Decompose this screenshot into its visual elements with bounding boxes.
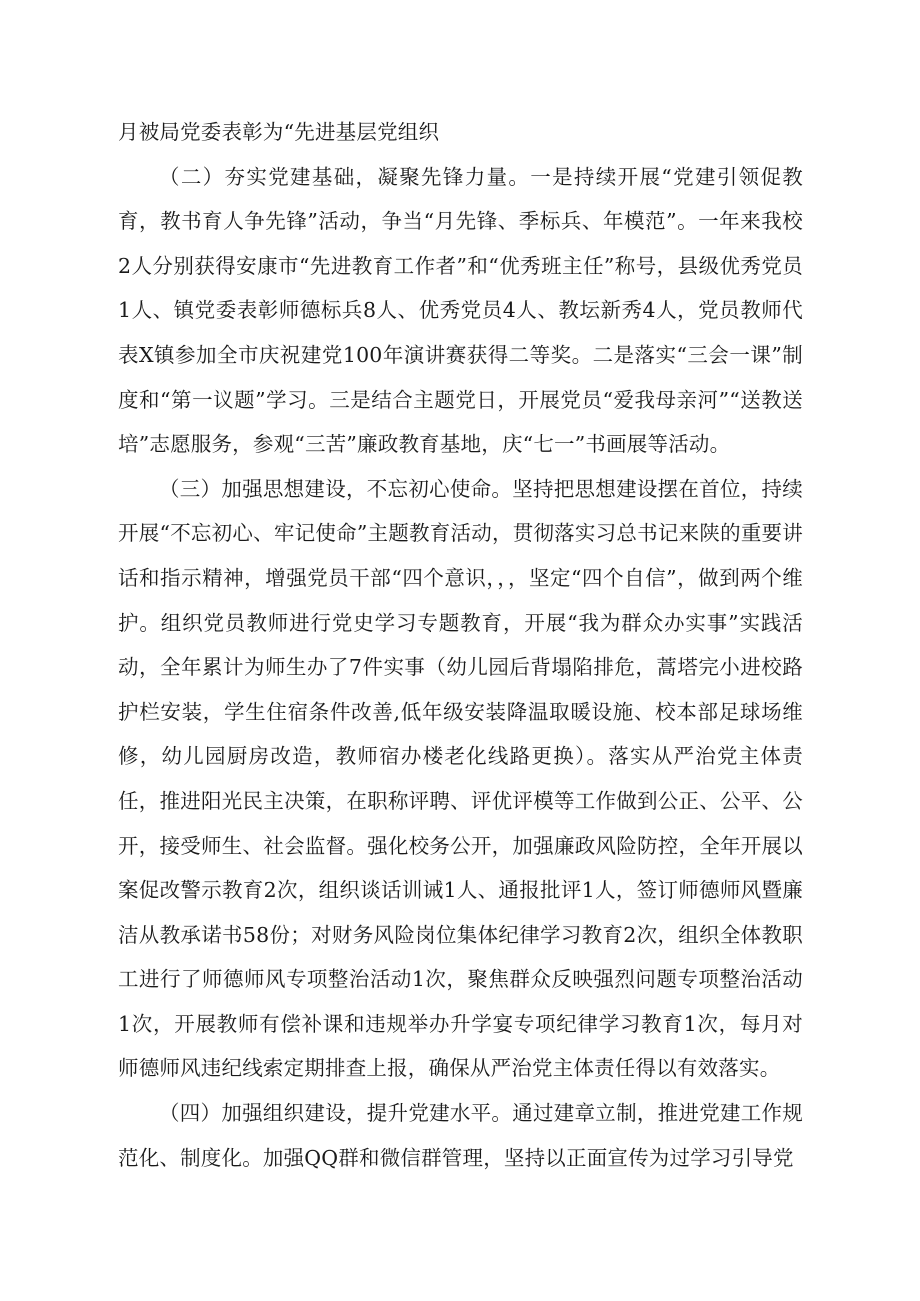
document-body	[118, 110, 803, 1180]
paragraph-section-3: （三）加强思想建设，不忘初心使命。坚持把思想建设摆在首位，持续开展“不忘初心、牢记使命”主题教育活动，贯彻落实习总书记来陕的重要讲话和指示精神，增强党员干部“四个意识，，，坚定“四个自信”，做到两个维护。组织党员教师进行党史学习专题教育，开展“我为群众办实事”实践活动，全年累计为师生办了7件实事（幼儿园后背塌陷排危，蒿塔完小进校路护栏安装，学生住宿条件改善,低年级安装降温取暖设施、校本部足球场维修，幼儿园厨房改造，教师宿办楼老化线路更换）。落实从严治党主体责任，推进阳光民主决策，在职称评聘、评优评模等工作做到公正、公平、公开，接受师生、社会监督。强化校务公开，加强廉政风险防控，全年开展以案促改警示教育2次，组织谈话训诫1人、通报批评1人，签订师德师风暨廉洁从教承诺书58份；对财务风险岗位集体纪律学习教育2次，组织全体教职工进行了师德师风专项整治活动1次，聚焦群众反映强烈问题专项整治活动1次，开展教师有偿补课和违规举办升学宴专项纪律学习教育1次，每月对师德师风违纪线索定期排查上报，确保从严治党主体责任得以有效落实。	[118, 476, 803, 1081]
paragraph-section-2: （二）夯实党建基础，凝聚先锋力量。一是持续开展“党建引领促教育，教书育人争先锋”活动，争当“月先锋、季标兵、年模范”。一年来我校2人分别获得安康市“先进教育工作者”和“优秀班主任”称号，县级优秀党员1人、镇党委表彰师德标兵8人、优秀党员4人、教坛新秀4人，党员教师代表X镇参加全市庆祝建党100年演讲赛获得二等奖。二是落实“三会一课”制度和“第一议题”学习。三是结合主题党日，开展党员“爱我母亲河”“送教送培”志愿服务，参观“三苦”廉政教育基地，庆“七一”书画展等活动。	[118, 164, 803, 457]
paragraph-continuation: 月被局党委表彰为“先进基层党组织	[118, 120, 440, 144]
paragraph-section-4: （四）加强组织建设，提升党建水平。通过建章立制，推进党建工作规范化、制度化。加强QQ群和微信群管理，坚持以正面宣传为过学习引导党	[118, 1101, 803, 1170]
